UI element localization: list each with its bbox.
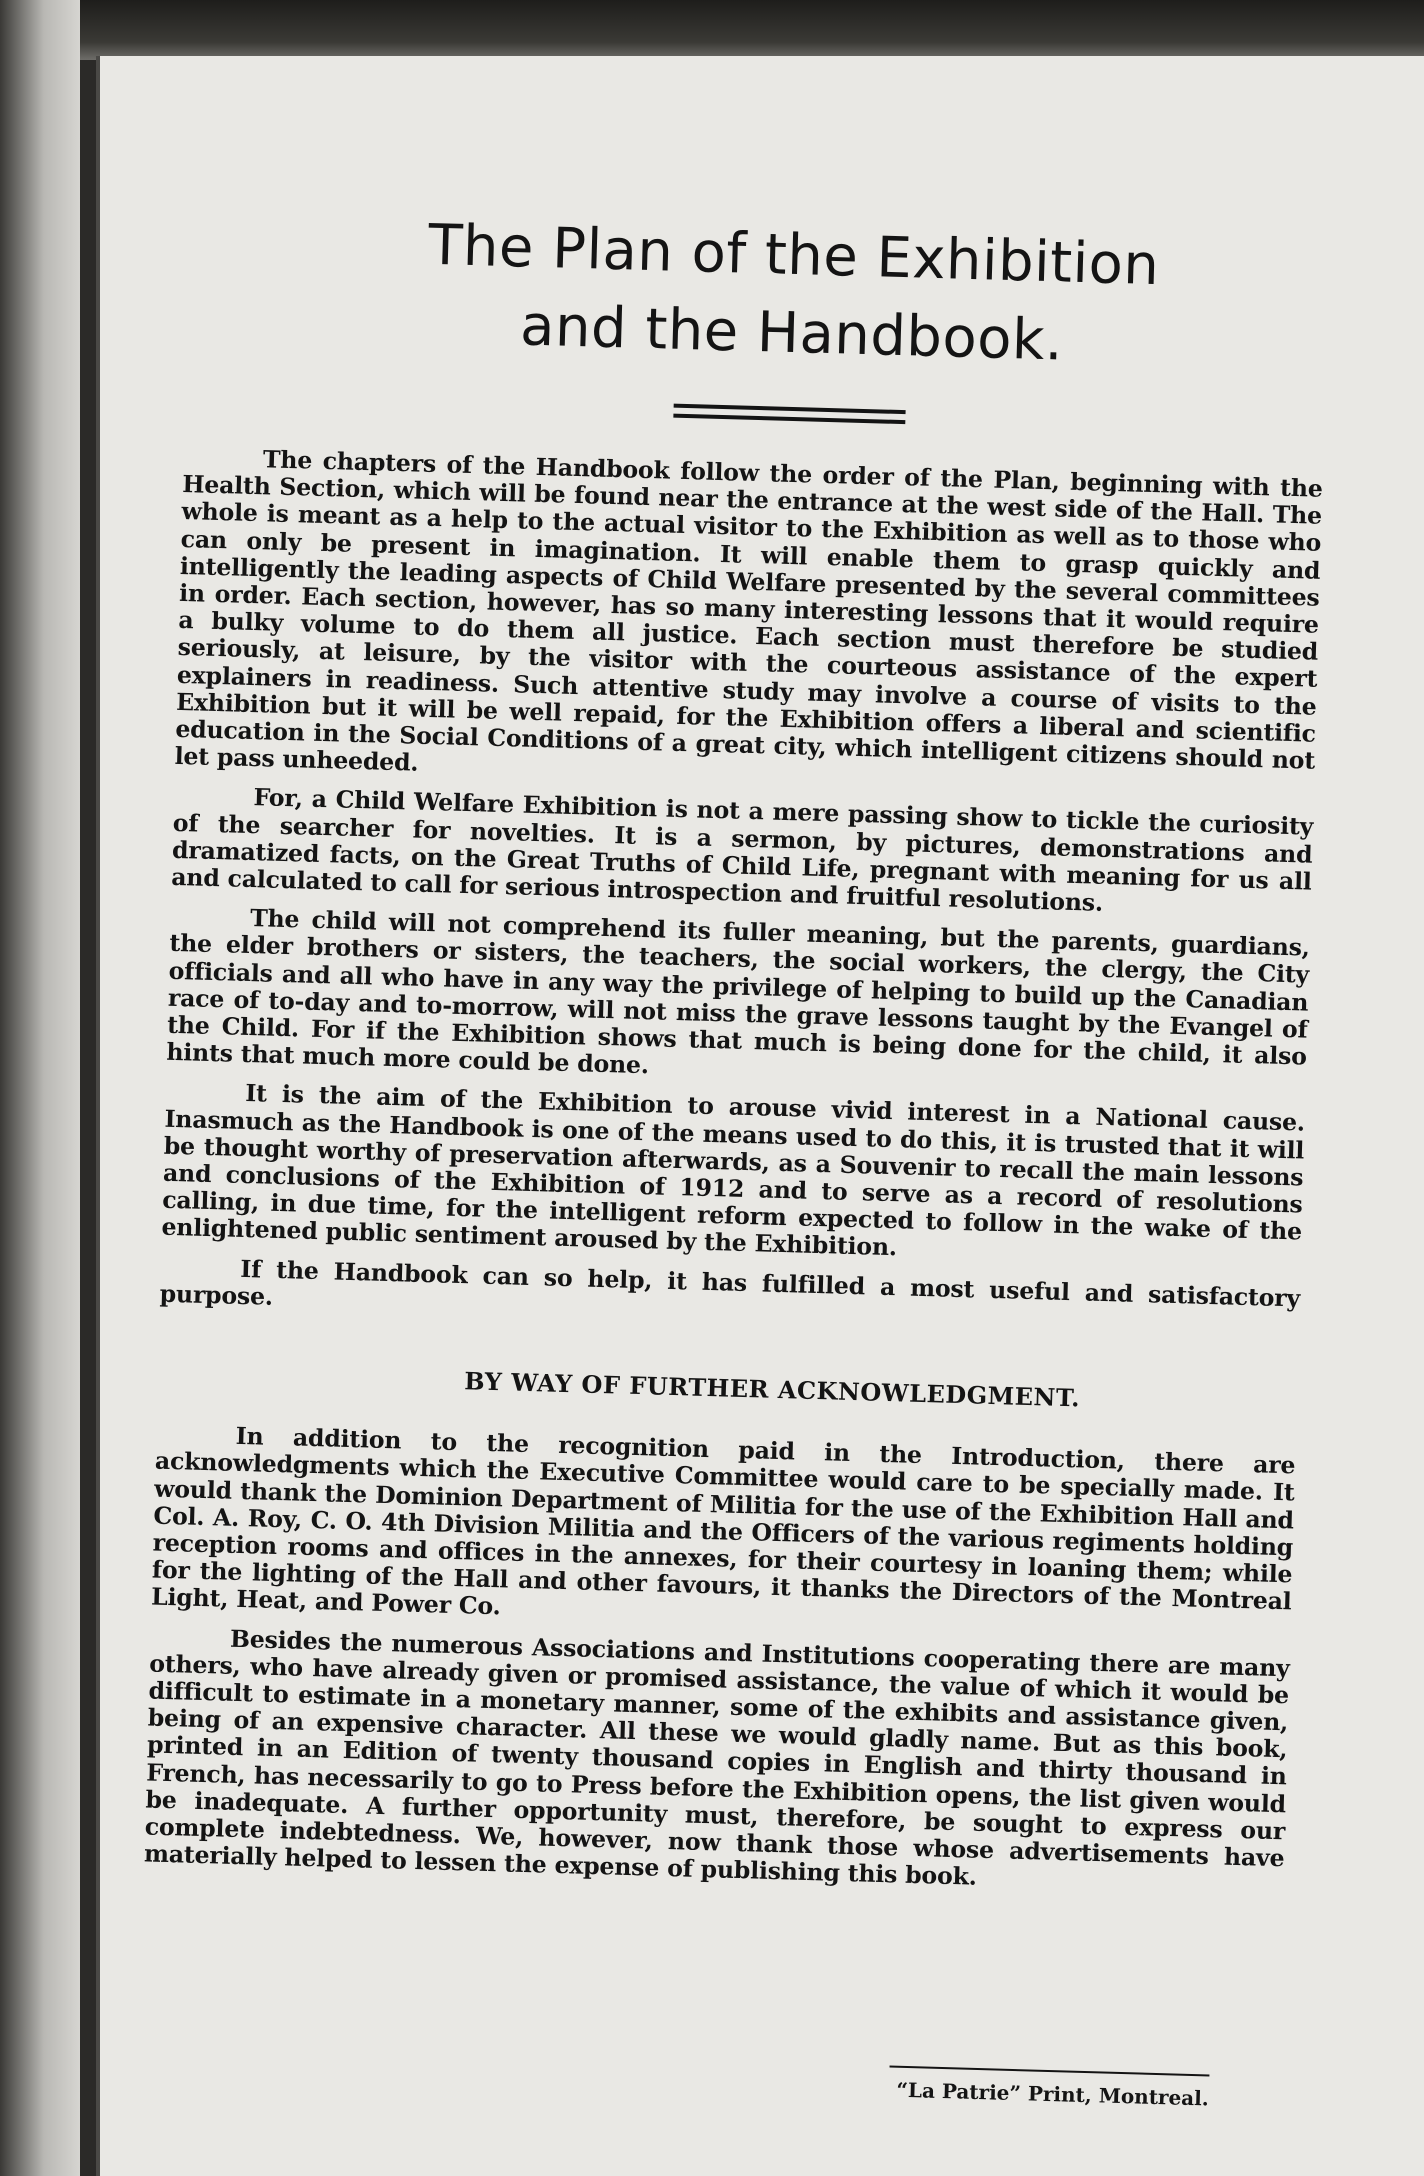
paragraph: It is the aim of the Exhibition to arouse vivid interest in a National cause. Inasmuch as the Handbook is one of the means used to do this, it is trusted that it will be thought worthy of preservation afterwards, as a Souvenir to recall the main lessons and conclusions of the Exhibition of 1912 and to serve as a record of resolutions calling, in due time, for the intelligent reform expected to follow in the wake of the enlightened public sentiment aroused by the Exhibition.: [161, 1079, 1306, 1262]
document-page: [96, 56, 1424, 2176]
paragraph: If the Handbook can so help, it has fulfilled a most useful and satisfactory purpose.: [159, 1254, 1301, 1313]
acknowledgment-section: [144, 1421, 1296, 1900]
title-line-1: The Plan of the Exhibition: [427, 212, 1161, 299]
scan-top-edge: [80, 0, 1424, 60]
printer-credit: [889, 2066, 1210, 2111]
paragraph: The child will not comprehend its fuller meaning, but the parents, guardians, the elder brothers or sisters, the teachers, the social workers, the clergy, the City officials and all who have in any way the privilege of helping to build up the Canadian race of to-day and to-morrow, will not miss the grave lessons taught by the Evangel of the Child. For if the Exhibition shows that much is being done for the child, it also hints that much more could be done.: [166, 904, 1311, 1080]
paragraph: In addition to the recognition paid in the Introduction, there are acknowledgments which the Executive Committee would care to be specially made. It would thank the Dominion Department of Militia for the use of the Exhibition Hall and Col. A. Roy, C. O. 4th Division Militia and the Officers of the various regiments holding reception rooms and offices in the annexes, for their courtesy in loaning them; while for the lighting of the Hall and other favours, it thanks the Directors of the Montreal Light, Heat, and Power Co.: [150, 1421, 1296, 1621]
paragraph: The chapters of the Handbook follow the order of the Plan, beginning with the Health Section, which will be found near the entrance at the west side of the Hall. The whole is meant as a help to the actual visitor to the Exhibition as well as to those who can only be present in imagination. It will enable them to grasp quickly and intelligently the leading aspects of Child Welfare presented by the several committees in order. Each section, however, has so many interesting lessons that it would require a bulky volume to do them all justice. Each section must therefore be studied seriously, at leisure, by the visitor with the courteous assistance of the expert explainers in readiness. Such attentive study may involve a course of visits to the Exhibition but it will be well repaid, for the Exhibition offers a liberal and scientific education in the Social Conditions of a great city, which intelligent citizens should not let pass unheeded.: [174, 445, 1323, 777]
section-heading: BY WAY OF FURTHER ACKNOWLEDGMENT.: [464, 1366, 1081, 1413]
paragraph: For, a Child Welfare Exhibition is not a mere passing show to tickle the curiosity of the searcher for novelties. It is a sermon, by pictures, demonstrations and dramatized facts, on the Great Truths of Child Life, pregnant with meaning for us all and calculated to call for serious introspection and fruitful resolutions.: [170, 783, 1314, 917]
intro-section: [159, 444, 1323, 1340]
printer-credit-text: “La Patrie” Print, Montreal.: [896, 2077, 1210, 2111]
page-content: [144, 200, 1330, 1900]
paragraph: Besides the numerous Associations and Institutions cooperating there are many others, who have already given or promised assistance, the value of which it would be difficult to estimate in a monetary manner, some of the exhibits and assistance given, being of an expensive character. All these we would gladly name. But as this book, printed in an Edition of twenty thousand copies in English and thirty thousand in French, has necessarily to go to Press before the Exhibition opens, the list given would be inadequate. A further opportunity must, therefore, be sought to express our complete indebtedness. We, however, now thank those whose advertisements have materially helped to lessen the expense of publishing this book.: [143, 1624, 1291, 1891]
title-line-2: and the Handbook.: [519, 293, 1065, 374]
page-title: [256, 202, 1330, 388]
double-rule-divider: [673, 404, 905, 424]
scan-left-edge: [0, 0, 80, 2176]
printer-rule: [890, 2066, 1210, 2077]
